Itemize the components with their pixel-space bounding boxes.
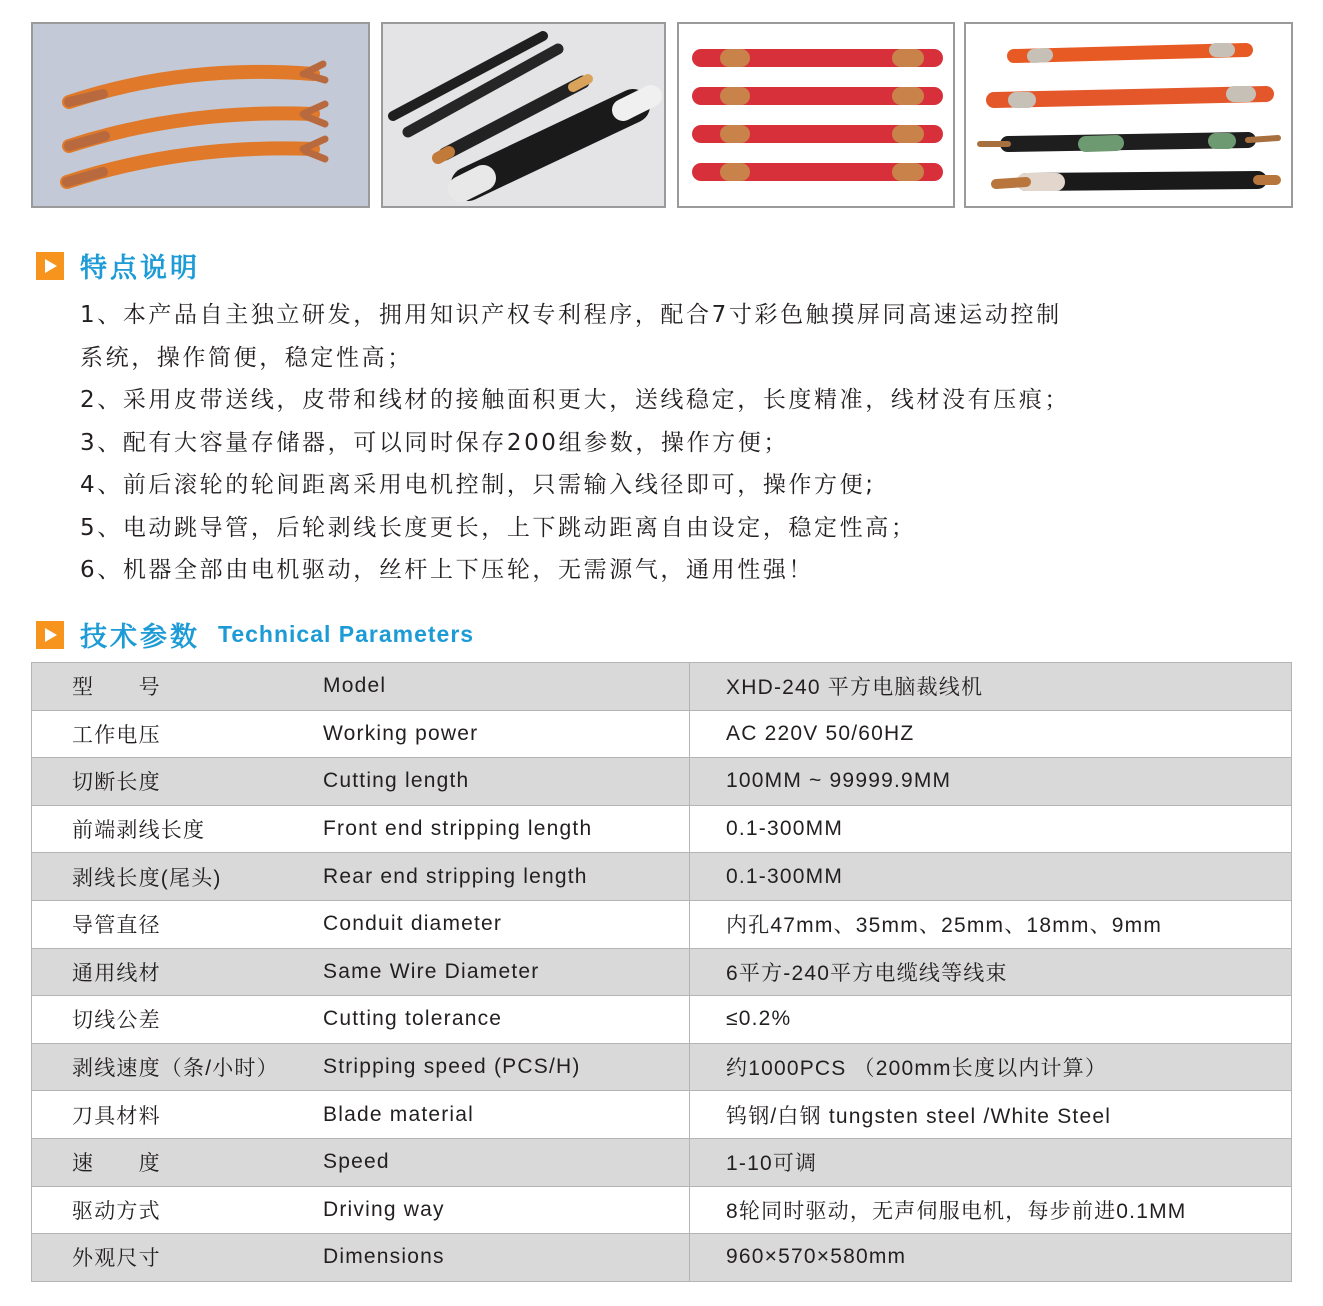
param-en: Rear end stripping length: [309, 853, 690, 901]
section-arrow-icon: [36, 252, 64, 280]
param-en: Working power: [309, 710, 690, 758]
param-en: Model: [309, 663, 690, 711]
feature-item: 系统，操作简便，稳定性高；: [80, 344, 413, 371]
param-value: 100MM ~ 99999.9MM: [690, 758, 1292, 806]
param-en: Conduit diameter: [309, 900, 690, 948]
table-row: [32, 710, 1292, 758]
table-row: [32, 1234, 1292, 1282]
param-cn: 剥线速度（条/小时）: [32, 1043, 310, 1091]
table-row: [32, 1138, 1292, 1186]
param-cn: 切断长度: [32, 758, 310, 806]
param-value: ≤0.2%: [690, 996, 1292, 1044]
feature-item: 3、配有大容量存储器，可以同时保存200组参数，操作方便；: [80, 429, 789, 456]
param-cn: 导管直径: [32, 900, 310, 948]
mixed-cables-photo: [964, 22, 1293, 208]
red-cables-photo: [677, 22, 955, 208]
param-en: Speed: [309, 1138, 690, 1186]
table-row: [32, 663, 1292, 711]
tech-section-header: [36, 615, 474, 654]
features-section-header: [36, 246, 200, 285]
param-value: 6平方-240平方电缆线等线束: [690, 948, 1292, 996]
table-row: [32, 948, 1292, 996]
table-row: [32, 996, 1292, 1044]
param-en: Front end stripping length: [309, 805, 690, 853]
param-cn: 前端剥线长度: [32, 805, 310, 853]
param-en: Cutting tolerance: [309, 996, 690, 1044]
param-value: 0.1-300MM: [690, 853, 1292, 901]
param-value: 8轮同时驱动，无声伺服电机，每步前进0.1MM: [690, 1186, 1292, 1234]
param-en: Cutting length: [309, 758, 690, 806]
param-en: Dimensions: [309, 1234, 690, 1282]
param-value: 960×570×580mm: [690, 1234, 1292, 1282]
black-cables-photo: [381, 22, 666, 208]
param-cn: 切线公差: [32, 996, 310, 1044]
param-cn: 型 号: [32, 663, 310, 711]
param-cn: 刀具材料: [32, 1091, 310, 1139]
feature-item: 5、电动跳导管，后轮剥线长度更长，上下跳动距离自由设定，稳定性高；: [80, 514, 917, 541]
feature-item: 1、本产品自主独立研发，拥用知识产权专利程序，配合7寸彩色触摸屏同高速运动控制: [80, 302, 1062, 328]
orange-cables-photo: [31, 22, 370, 208]
param-value: 钨钢/白钢 tungsten steel /White Steel: [690, 1091, 1292, 1139]
table-row: [32, 1043, 1292, 1091]
feature-item: 4、前后滚轮的轮间距离采用电机控制，只需输入线径即可，操作方便;: [80, 472, 876, 498]
param-en: Driving way: [309, 1186, 690, 1234]
param-value: 内孔47mm、35mm、25mm、18mm、9mm: [690, 900, 1292, 948]
feature-item: 6、机器全部由电机驱动，丝杆上下压轮，无需源气，通用性强！: [80, 557, 815, 583]
param-value: 1-10可调: [690, 1138, 1292, 1186]
table-row: [32, 805, 1292, 853]
tech-title-cn: 技术参数: [80, 622, 200, 653]
param-cn: 外观尺寸: [32, 1234, 310, 1282]
table-row: [32, 1186, 1292, 1234]
table-row: [32, 1091, 1292, 1139]
section-arrow-icon: [36, 621, 64, 649]
param-cn: 速 度: [32, 1138, 310, 1186]
features-list: [80, 294, 1160, 592]
param-value: 0.1-300MM: [690, 805, 1292, 853]
param-en: Stripping speed (PCS/H): [309, 1043, 690, 1091]
param-cn: 驱动方式: [32, 1186, 310, 1234]
param-value: 约1000PCS （200mm长度以内计算）: [690, 1043, 1292, 1091]
feature-item: 2、采用皮带送线，皮带和线材的接触面积更大，送线稳定，长度精准，线材没有压痕；: [80, 387, 1071, 413]
param-cn: 通用线材: [32, 948, 310, 996]
param-en: Same Wire Diameter: [309, 948, 690, 996]
table-row: [32, 758, 1292, 806]
table-row: [32, 853, 1292, 901]
param-cn: 工作电压: [32, 710, 310, 758]
param-value: XHD-240 平方电脑裁线机: [690, 663, 1292, 711]
features-title: 特点说明: [80, 253, 200, 284]
table-row: [32, 900, 1292, 948]
parameters-table: [31, 662, 1292, 1282]
tech-title-en: Technical Parameters: [218, 621, 475, 647]
param-en: Blade material: [309, 1091, 690, 1139]
param-value: AC 220V 50/60HZ: [690, 710, 1292, 758]
param-cn: 剥线长度(尾头): [32, 853, 310, 901]
